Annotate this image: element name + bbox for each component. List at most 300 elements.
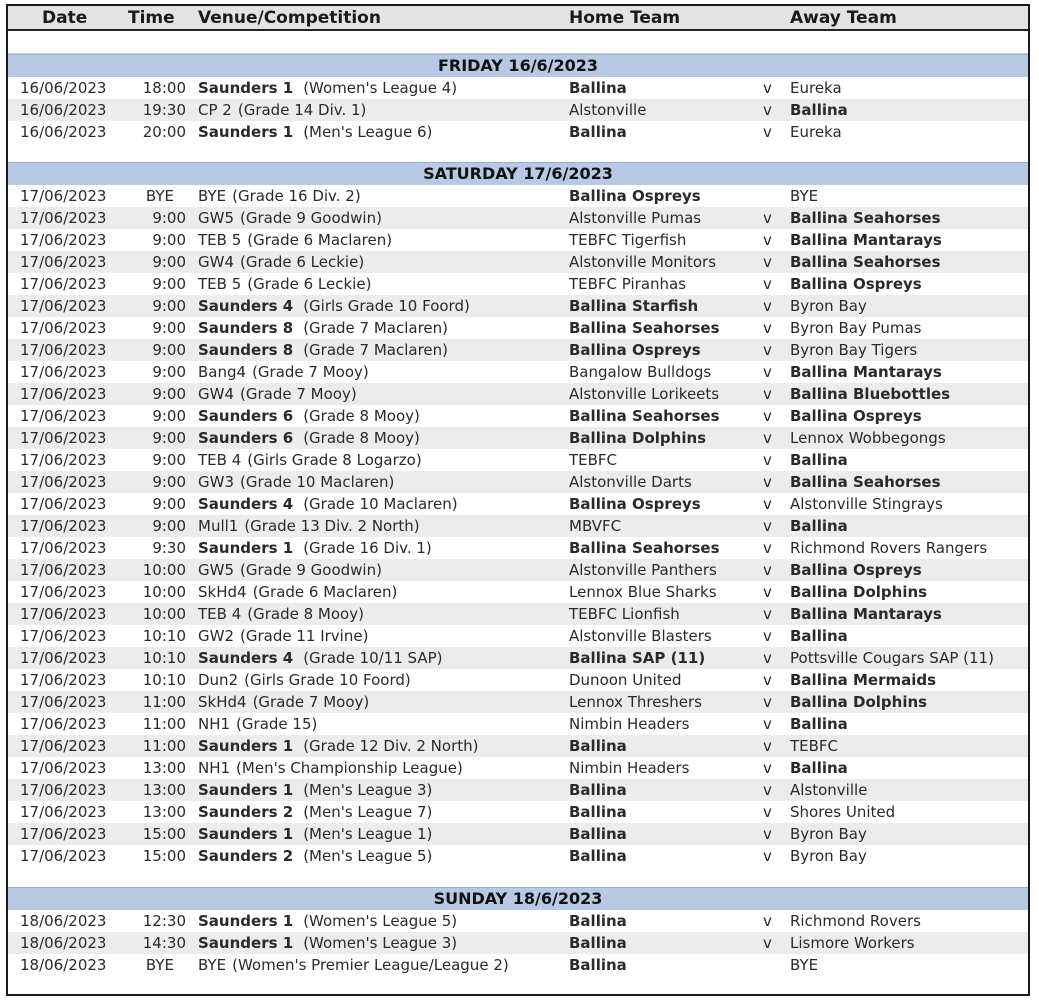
competition-name: (Grade 11 Irvine) [240, 627, 369, 645]
table-row [8, 757, 1028, 779]
competition-name: (Grade 14 Div. 1) [237, 101, 367, 119]
date-cell: 17/06/2023 [20, 759, 107, 777]
table-header [8, 6, 1028, 31]
venue-cell [198, 845, 432, 867]
away-team-cell: Shores United [790, 803, 896, 821]
away-team-cell: Ballina Mantarays [790, 231, 942, 249]
spacer-row [8, 31, 1028, 54]
away-team-cell: Ballina Mantarays [790, 605, 942, 623]
versus-marker: v [763, 451, 772, 469]
table-row [8, 537, 1028, 559]
versus-marker: v [763, 671, 772, 689]
date-cell: 17/06/2023 [20, 187, 107, 205]
venue-cell [198, 405, 420, 427]
venue-cell [198, 361, 369, 383]
table-row [8, 77, 1028, 99]
away-team-cell: Ballina Dolphins [790, 693, 928, 711]
table-row [8, 735, 1028, 757]
home-team-cell: Ballina Seahorses [569, 319, 720, 337]
header-away-team: Away Team [790, 8, 897, 28]
away-team-cell: Ballina Mermaids [790, 671, 937, 689]
time-cell: 9:00 [152, 275, 186, 293]
competition-name: (Grade 10 Maclaren) [240, 473, 395, 491]
away-team-cell: Ballina Ospreys [790, 407, 922, 425]
home-team-cell: TEBFC [569, 451, 618, 469]
time-cell: 10:10 [142, 671, 186, 689]
home-team-cell: Lennox Blue Sharks [569, 583, 717, 601]
versus-marker: v [763, 715, 772, 733]
competition-name: (Grade 9 Goodwin) [240, 209, 382, 227]
table-row [8, 823, 1028, 845]
table-row [8, 99, 1028, 121]
venue-name: Mull1 [198, 517, 239, 535]
versus-marker: v [763, 275, 772, 293]
venue-name: SkHd4 [198, 693, 247, 711]
home-team-cell: Dunoon United [569, 671, 682, 689]
venue-name: Saunders 2 [198, 803, 294, 821]
away-team-cell: Lennox Wobbegongs [790, 429, 946, 447]
table-row [8, 647, 1028, 669]
away-team-cell: Ballina [790, 451, 848, 469]
header-home-team: Home Team [569, 8, 681, 28]
venue-cell [198, 735, 478, 757]
day-heading: FRIDAY 16/6/2023 [8, 54, 1028, 77]
date-cell: 17/06/2023 [20, 385, 107, 403]
competition-name: (Men's Championship League) [236, 759, 463, 777]
versus-marker: v [763, 539, 772, 557]
date-cell: 17/06/2023 [20, 407, 107, 425]
home-team-cell: Ballina Seahorses [569, 539, 720, 557]
versus-marker: v [763, 737, 772, 755]
venue-name: TEB 5 [198, 231, 242, 249]
venue-name: Saunders 1 [198, 123, 294, 141]
venue-name: Bang4 [198, 363, 247, 381]
date-cell: 16/06/2023 [20, 123, 107, 141]
home-team-cell: Ballina [569, 956, 627, 974]
versus-marker: v [763, 649, 772, 667]
versus-marker: v [763, 363, 772, 381]
venue-name: GW5 [198, 209, 234, 227]
venue-cell [198, 383, 357, 405]
time-cell: 9:00 [152, 209, 186, 227]
time-cell: 9:00 [152, 253, 186, 271]
time-cell: 9:00 [152, 319, 186, 337]
home-team-cell: Ballina Ospreys [569, 187, 701, 205]
venue-cell [198, 801, 432, 823]
away-team-cell: Richmond Rovers Rangers [790, 539, 988, 557]
date-cell: 16/06/2023 [20, 79, 107, 97]
competition-name: (Grade 10 Maclaren) [303, 495, 458, 513]
competition-name: (Girls Grade 10 Foord) [303, 297, 470, 315]
away-team-cell: Byron Bay Pumas [790, 319, 922, 337]
venue-cell [198, 449, 422, 471]
venue-cell [198, 295, 470, 317]
date-cell: 17/06/2023 [20, 451, 107, 469]
competition-name: (Grade 7 Maclaren) [303, 341, 449, 359]
venue-cell [198, 229, 392, 251]
competition-name: (Grade 6 Leckie) [247, 275, 372, 293]
day-heading: SUNDAY 18/6/2023 [8, 887, 1028, 910]
venue-cell [198, 647, 443, 669]
away-team-cell: Eureka [790, 123, 842, 141]
time-cell: 11:00 [142, 715, 186, 733]
venue-name: Saunders 1 [198, 912, 294, 930]
away-team-cell: BYE [790, 956, 819, 974]
venue-cell [198, 515, 420, 537]
table-row [8, 932, 1028, 954]
competition-name: (Women's League 5) [303, 912, 458, 930]
table-row [8, 449, 1028, 471]
venue-cell [198, 121, 432, 143]
away-team-cell: Alstonville [790, 781, 868, 799]
venue-cell [198, 339, 448, 361]
time-cell: 11:00 [142, 693, 186, 711]
versus-marker: v [763, 319, 772, 337]
date-cell: 17/06/2023 [20, 781, 107, 799]
competition-name: (Grade 8 Mooy) [247, 605, 364, 623]
venue-cell [198, 757, 463, 779]
time-cell: 13:00 [142, 781, 186, 799]
away-team-cell: Ballina Seahorses [790, 253, 941, 271]
day-gap [8, 143, 1028, 162]
away-team-cell: Lismore Workers [790, 934, 915, 952]
competition-name: (Grade 7 Mooy) [240, 385, 357, 403]
away-team-cell: BYE [790, 187, 819, 205]
venue-name: Saunders 1 [198, 934, 294, 952]
time-cell: 15:00 [142, 847, 186, 865]
home-team-cell: Ballina [569, 847, 627, 865]
home-team-cell: Alstonville Lorikeets [569, 385, 720, 403]
away-team-cell: Ballina [790, 759, 848, 777]
away-team-cell: Byron Bay [790, 847, 867, 865]
table-row [8, 779, 1028, 801]
versus-marker: v [763, 297, 772, 315]
competition-name: (Grade 16 Div. 2) [232, 187, 361, 205]
venue-name: GW5 [198, 561, 234, 579]
competition-name: (Women's Premier League/League 2) [232, 956, 509, 974]
competition-name: (Grade 9 Goodwin) [240, 561, 382, 579]
home-team-cell: Nimbin Headers [569, 759, 690, 777]
competition-name: (Grade 13 Div. 2 North) [244, 517, 420, 535]
time-cell: 11:00 [142, 737, 186, 755]
competition-name: (Girls Grade 8 Logarzo) [247, 451, 422, 469]
venue-name: GW2 [198, 627, 234, 645]
venue-cell [198, 603, 364, 625]
away-team-cell: Ballina Dolphins [790, 583, 928, 601]
table-row [8, 339, 1028, 361]
versus-marker: v [763, 517, 772, 535]
venue-name: Saunders 4 [198, 297, 294, 315]
table-row [8, 954, 1028, 976]
date-cell: 17/06/2023 [20, 671, 107, 689]
time-cell: 9:00 [152, 363, 186, 381]
venue-cell [198, 823, 432, 845]
venue-name: BYE [198, 956, 227, 974]
table-row [8, 317, 1028, 339]
versus-marker: v [763, 693, 772, 711]
fixture-table [6, 4, 1030, 996]
away-team-cell: Ballina [790, 715, 848, 733]
venue-cell [198, 779, 432, 801]
venue-name: NH1 [198, 759, 231, 777]
time-cell: 9:00 [152, 407, 186, 425]
competition-name: (Men's League 5) [303, 847, 433, 865]
venue-name: Saunders 1 [198, 737, 294, 755]
date-cell: 17/06/2023 [20, 297, 107, 315]
time-cell: 9:00 [152, 451, 186, 469]
home-team-cell: Alstonville Panthers [569, 561, 717, 579]
time-cell: 9:00 [152, 473, 186, 491]
home-team-cell: Ballina Seahorses [569, 407, 720, 425]
date-cell: 17/06/2023 [20, 825, 107, 843]
away-team-cell: Ballina Seahorses [790, 473, 941, 491]
table-row [8, 493, 1028, 515]
versus-marker: v [763, 825, 772, 843]
venue-cell [198, 691, 369, 713]
competition-name: (Grade 8 Mooy) [303, 429, 420, 447]
venue-name: TEB 5 [198, 275, 242, 293]
time-cell: 13:00 [142, 803, 186, 821]
competition-name: (Grade 6 Maclaren) [247, 231, 393, 249]
versus-marker: v [763, 847, 772, 865]
competition-name: (Women's League 4) [303, 79, 458, 97]
home-team-cell: Alstonville Pumas [569, 209, 702, 227]
time-cell: 10:10 [142, 649, 186, 667]
time-cell: 9:00 [152, 231, 186, 249]
competition-name: (Men's League 1) [303, 825, 433, 843]
versus-marker: v [763, 253, 772, 271]
competition-name: (Grade 10/11 SAP) [303, 649, 443, 667]
competition-name: (Grade 7 Maclaren) [303, 319, 449, 337]
versus-marker: v [763, 912, 772, 930]
competition-name: (Girls Grade 10 Foord) [244, 671, 411, 689]
home-team-cell: Alstonville Darts [569, 473, 692, 491]
competition-name: (Grade 6 Leckie) [240, 253, 365, 271]
home-team-cell: Ballina Starfish [569, 297, 699, 315]
versus-marker: v [763, 561, 772, 579]
venue-cell [198, 669, 411, 691]
time-cell: 10:00 [142, 561, 186, 579]
table-row [8, 207, 1028, 229]
home-team-cell: Alstonville [569, 101, 647, 119]
venue-name: CP 2 [198, 101, 232, 119]
venue-name: Saunders 1 [198, 539, 294, 557]
time-cell: 14:30 [142, 934, 186, 952]
away-team-cell: Ballina [790, 101, 848, 119]
venue-name: TEB 4 [198, 605, 242, 623]
venue-name: Saunders 1 [198, 781, 294, 799]
venue-cell [198, 954, 509, 976]
table-row [8, 361, 1028, 383]
time-cell: 9:00 [152, 495, 186, 513]
venue-cell [198, 910, 457, 932]
table-row [8, 559, 1028, 581]
date-cell: 17/06/2023 [20, 231, 107, 249]
venue-cell [198, 273, 371, 295]
versus-marker: v [763, 429, 772, 447]
table-row [8, 713, 1028, 735]
home-team-cell: Ballina Dolphins [569, 429, 707, 447]
home-team-cell: Ballina [569, 912, 627, 930]
versus-marker: v [763, 79, 772, 97]
table-row [8, 471, 1028, 493]
venue-name: TEB 4 [198, 451, 242, 469]
date-cell: 17/06/2023 [20, 847, 107, 865]
date-cell: 17/06/2023 [20, 561, 107, 579]
date-cell: 17/06/2023 [20, 715, 107, 733]
venue-name: GW3 [198, 473, 234, 491]
competition-name: (Grade 15) [236, 715, 318, 733]
table-row [8, 845, 1028, 867]
versus-marker: v [763, 341, 772, 359]
versus-marker: v [763, 101, 772, 119]
time-cell: 20:00 [142, 123, 186, 141]
versus-marker: v [763, 759, 772, 777]
table-row [8, 691, 1028, 713]
header-venue: Venue/Competition [198, 8, 381, 28]
versus-marker: v [763, 605, 772, 623]
table-row [8, 515, 1028, 537]
date-cell: 17/06/2023 [20, 627, 107, 645]
home-team-cell: TEBFC Lionfish [569, 605, 680, 623]
competition-name: (Women's League 3) [303, 934, 458, 952]
home-team-cell: Ballina Ospreys [569, 495, 701, 513]
table-row [8, 669, 1028, 691]
time-cell: 9:00 [152, 385, 186, 403]
table-row [8, 273, 1028, 295]
venue-cell [198, 99, 366, 121]
home-team-cell: Ballina [569, 79, 627, 97]
venue-cell [198, 559, 382, 581]
venue-cell [198, 625, 368, 647]
table-row [8, 295, 1028, 317]
time-cell: BYE [145, 956, 174, 974]
home-team-cell: Nimbin Headers [569, 715, 690, 733]
versus-marker: v [763, 231, 772, 249]
venue-cell [198, 581, 397, 603]
away-team-cell: Ballina Seahorses [790, 209, 941, 227]
date-cell: 17/06/2023 [20, 583, 107, 601]
date-cell: 17/06/2023 [20, 473, 107, 491]
venue-name: SkHd4 [198, 583, 247, 601]
venue-name: Saunders 1 [198, 79, 294, 97]
venue-cell [198, 713, 317, 735]
day-gap [8, 867, 1028, 887]
home-team-cell: MBVFC [569, 517, 622, 535]
header-time: Time [128, 8, 175, 28]
date-cell: 17/06/2023 [20, 517, 107, 535]
venue-name: Dun2 [198, 671, 239, 689]
day-heading: SATURDAY 17/6/2023 [8, 162, 1028, 185]
table-row [8, 603, 1028, 625]
away-team-cell: Alstonville Stingrays [790, 495, 943, 513]
competition-name: (Men's League 3) [303, 781, 433, 799]
versus-marker: v [763, 385, 772, 403]
table-row [8, 581, 1028, 603]
versus-marker: v [763, 123, 772, 141]
table-row [8, 910, 1028, 932]
away-team-cell: Ballina Ospreys [790, 275, 922, 293]
venue-cell [198, 317, 448, 339]
date-cell: 17/06/2023 [20, 737, 107, 755]
home-team-cell: Ballina [569, 781, 627, 799]
venue-name: Saunders 2 [198, 847, 294, 865]
header-date: Date [42, 8, 88, 28]
time-cell: 9:00 [152, 517, 186, 535]
time-cell: 18:00 [142, 79, 186, 97]
venue-cell [198, 77, 457, 99]
competition-name: (Grade 7 Mooy) [252, 363, 369, 381]
away-team-cell: Ballina [790, 627, 848, 645]
venue-cell [198, 493, 458, 515]
away-team-cell: TEBFC [790, 737, 839, 755]
date-cell: 17/06/2023 [20, 429, 107, 447]
home-team-cell: Ballina [569, 737, 627, 755]
venue-name: NH1 [198, 715, 231, 733]
venue-cell [198, 471, 394, 493]
away-team-cell: Ballina Mantarays [790, 363, 942, 381]
versus-marker: v [763, 209, 772, 227]
venue-cell [198, 207, 382, 229]
time-cell: BYE [145, 187, 174, 205]
competition-name: (Men's League 7) [303, 803, 433, 821]
venue-name: GW4 [198, 253, 234, 271]
versus-marker: v [763, 781, 772, 799]
versus-marker: v [763, 627, 772, 645]
versus-marker: v [763, 803, 772, 821]
date-cell: 18/06/2023 [20, 912, 107, 930]
date-cell: 17/06/2023 [20, 693, 107, 711]
time-cell: 12:30 [142, 912, 186, 930]
away-team-cell: Byron Bay [790, 297, 867, 315]
venue-cell [198, 932, 457, 954]
home-team-cell: Alstonville Monitors [569, 253, 717, 271]
versus-marker: v [763, 407, 772, 425]
competition-name: (Grade 8 Mooy) [303, 407, 420, 425]
time-cell: 19:30 [142, 101, 186, 119]
date-cell: 17/06/2023 [20, 275, 107, 293]
fixture-body [8, 54, 1028, 976]
home-team-cell: Ballina Ospreys [569, 341, 701, 359]
away-team-cell: Richmond Rovers [790, 912, 921, 930]
date-cell: 17/06/2023 [20, 605, 107, 623]
versus-marker: v [763, 583, 772, 601]
time-cell: 13:00 [142, 759, 186, 777]
date-cell: 17/06/2023 [20, 539, 107, 557]
home-team-cell: Ballina [569, 825, 627, 843]
home-team-cell: Ballina [569, 803, 627, 821]
table-row [8, 121, 1028, 143]
venue-name: GW4 [198, 385, 234, 403]
time-cell: 15:00 [142, 825, 186, 843]
venue-cell [198, 537, 432, 559]
home-team-cell: Ballina [569, 934, 627, 952]
home-team-cell: Lennox Threshers [569, 693, 702, 711]
table-row [8, 229, 1028, 251]
home-team-cell: Ballina SAP (11) [569, 649, 706, 667]
away-team-cell: Pottsville Cougars SAP (11) [790, 649, 994, 667]
date-cell: 17/06/2023 [20, 363, 107, 381]
venue-cell [198, 427, 420, 449]
table-row [8, 427, 1028, 449]
home-team-cell: Ballina [569, 123, 627, 141]
date-cell: 18/06/2023 [20, 956, 107, 974]
table-row [8, 405, 1028, 427]
table-row [8, 251, 1028, 273]
venue-name: Saunders 6 [198, 407, 294, 425]
table-row [8, 383, 1028, 405]
date-cell: 17/06/2023 [20, 495, 107, 513]
